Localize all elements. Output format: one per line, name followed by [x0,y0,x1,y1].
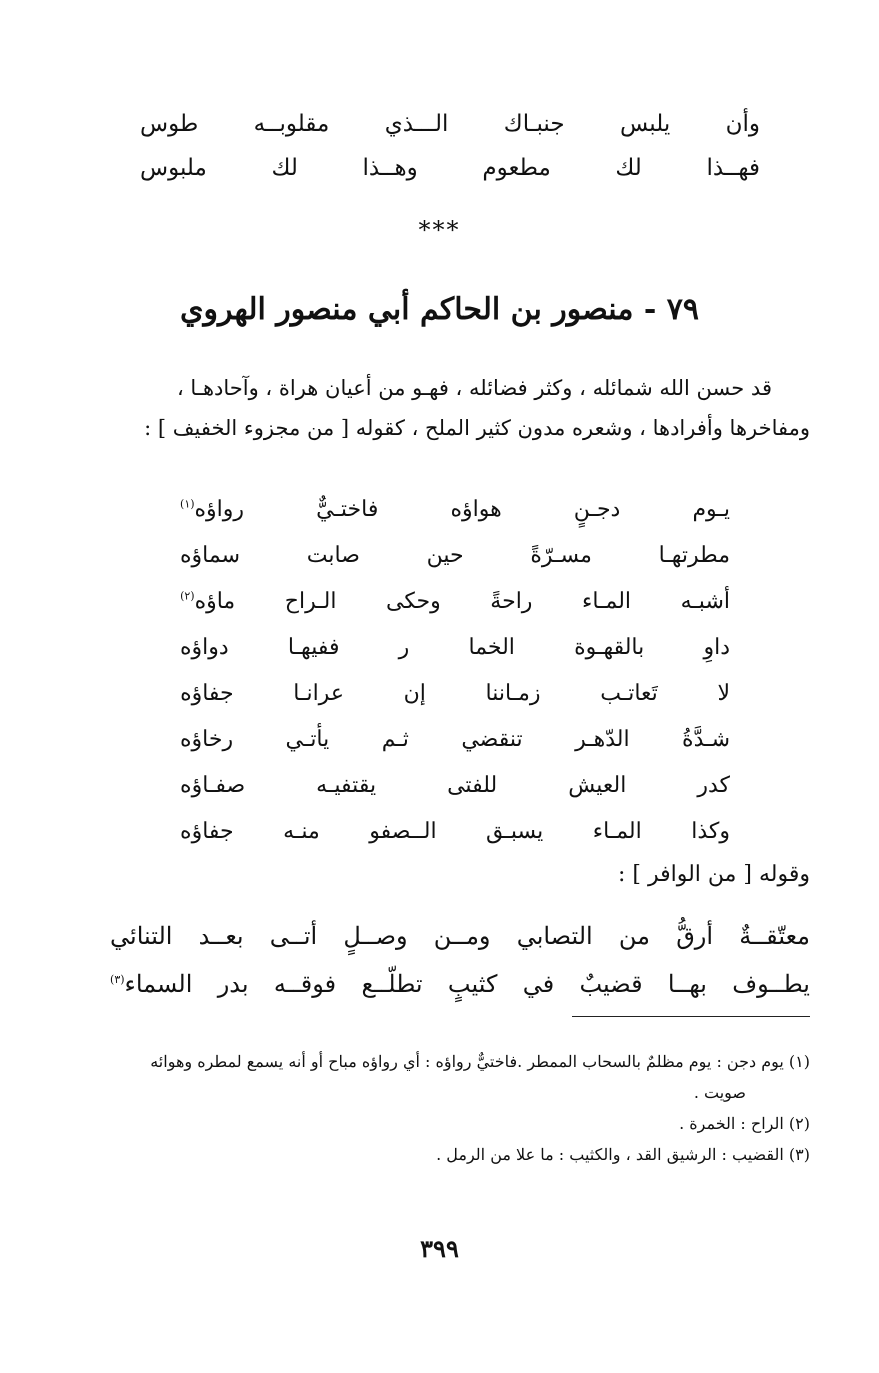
word: هواؤه [450,496,502,522]
word: كدر [697,772,730,798]
word: ثـم [381,726,409,752]
footnotes [100,1046,810,1170]
word: بهــا [667,970,707,998]
word: مقلوبــه [253,111,330,137]
word: في [522,970,555,998]
word: طوس [140,111,199,137]
word: وكذا [691,818,730,844]
word: بدر [217,970,249,998]
poem-line [180,716,730,762]
top-verse [140,102,760,190]
word: إن [403,680,426,706]
word: أشبـه [680,588,730,614]
word: ر [398,634,410,660]
word: ماؤه [194,588,236,614]
word: رواؤه [194,496,245,522]
page-number: ٣٩٩ [420,1234,459,1263]
word: داوِ [703,634,730,660]
poem-line [180,486,730,532]
word: المـاء [592,818,642,844]
verse-line [110,912,810,960]
prose-line: قد حسن الله شمائله ، وكثر فضائله ، فهـو من أعيان هراة ، وآحادهـا ، [176,376,772,400]
word: دواؤه [180,634,229,660]
word: بعــد [198,922,244,950]
prose-line: ومفاخرها وأفرادها ، وشعره مدون كثير الملح ، كقوله [ من مجزوء الخفيف ] : [144,416,810,440]
word: المـاء [581,588,632,614]
word: معتّقــةٌ [739,922,810,950]
footnote-continuation: صويت . [693,1083,746,1102]
word: جفاؤه [180,818,234,844]
footnote: (٣) القضيب : الرشيق القد ، والكثيب : ما علا من الرمل . [436,1145,810,1164]
word: يسبـق [486,818,544,844]
word: جنبـاك [503,111,565,137]
word: سماؤه [180,542,241,568]
poem-line [180,578,730,624]
word: صفـاؤه [180,772,246,798]
footnote-mark: (١) [180,497,195,511]
word: وهــذا [362,155,418,181]
word: يلبس [619,111,671,137]
word: يأتـي [285,726,330,752]
poem-line [180,670,730,716]
word: صابت [306,542,360,568]
word: فاختـيٌّ [316,496,379,522]
word: حين [426,542,464,568]
word: منـه [283,818,320,844]
footnote: (١) يوم دجن : يوم مظلمٌ بالسحاب الممطر .فاختيٌّ رواؤه : أي رواؤه مباح أو أنه يسمع لمطره وهوائه [150,1052,810,1071]
word: ففيهـا [287,634,340,660]
word: عرانـا [293,680,344,706]
word: يقتفيـه [316,772,377,798]
poem-intro: وقوله [ من الوافر ] : [617,862,810,887]
footnote-mark: (٢) [180,589,195,603]
word-with-footnote [180,589,235,614]
footnote-divider [572,1016,810,1017]
word: وصــلٍ [343,922,408,950]
word: يـوم [692,496,730,522]
verse-line [110,960,810,1008]
word: تطلّــع [361,970,423,998]
word: رخاؤه [180,726,234,752]
word: فهــذا [706,155,760,181]
word-with-footnote [110,970,192,998]
word: دجـنٍ [573,496,621,522]
word: زمـاننا [485,680,541,706]
section-heading: ٧٩ - منصور بن الحاكم أبي منصور الهروي [180,292,699,327]
word: يطــوف [732,970,810,998]
word: كثيبٍ [447,970,498,998]
poem [180,486,730,854]
word: الخما [468,634,515,660]
word: للفتى [447,772,498,798]
footnote: (٢) الراح : الخمرة . [679,1114,810,1133]
verse-line [140,146,760,190]
word: ملبوس [140,155,207,181]
word: لك [271,155,298,181]
word: وأن [725,111,760,137]
biography-text [100,368,810,448]
word: السماء [124,970,193,998]
poem-line [180,532,730,578]
word: فوقــه [273,970,337,998]
word: ومــن [433,922,491,950]
word: أتــى [269,922,318,950]
word: مطعوم [482,155,551,181]
word: الـــذي [384,111,449,137]
poem-line [180,808,730,854]
verse-line [140,102,760,146]
word: تنقضي [461,726,523,752]
word: لك [615,155,642,181]
word: الــصفو [369,818,437,844]
section-separator: *** [418,216,461,244]
word: التصابي [516,922,593,950]
word-with-footnote [180,497,244,522]
word: شـدَّةُ [682,726,730,752]
word: وحكى [386,588,441,614]
word: لا [717,680,730,706]
word: جفاؤه [180,680,234,706]
word: مسـرّةً [530,542,592,568]
word: بالقهـوة [574,634,645,660]
word: الدّهـر [575,726,630,752]
poem-line [180,624,730,670]
poem-line [180,762,730,808]
wafir-verse [110,912,810,1008]
word: التنائي [110,922,173,950]
word: الـراح [284,588,337,614]
word: راحةً [490,588,533,614]
word: من [618,922,651,950]
word: مطرتهـا [658,542,730,568]
word: قضيبٌ [579,970,643,998]
footnote-mark: (٣) [110,973,125,986]
word: العيش [568,772,627,798]
word: أرقُّ [676,922,714,950]
word: تَعاتـب [600,680,658,706]
